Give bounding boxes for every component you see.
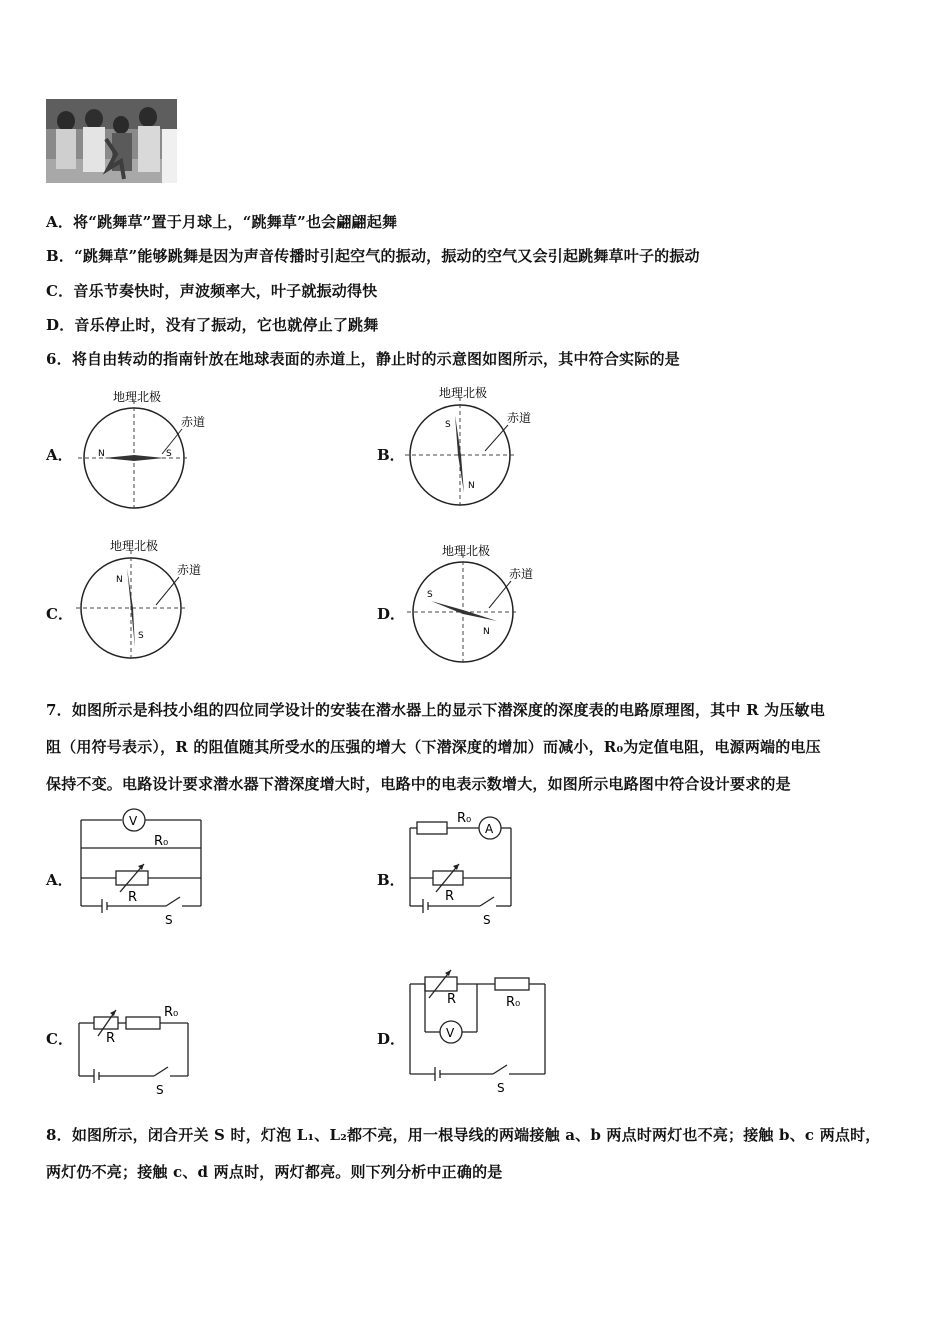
q7-stem-line-2: 阻（用符号表示），R 的阻值随其所受水的压强的增大（下潜深度的增加）而减小，R₀为定值电阻，电源两端的电压 <box>46 738 821 756</box>
svg-text:赤道: 赤道 <box>507 411 532 425</box>
dancing-grass-photo <box>46 99 177 183</box>
svg-text:赤道: 赤道 <box>177 563 202 577</box>
svg-text:R: R <box>445 889 455 904</box>
q5-option-c: C．音乐节奏快时，声波频率大，叶子就振动得快 <box>46 282 378 300</box>
q6-diagram-a <box>80 385 220 515</box>
q5-option-a: A．将“跳舞草”置于月球上，“跳舞草”也会翩翩起舞 <box>46 213 398 231</box>
svg-text:S: S <box>156 1083 164 1097</box>
svg-text:S: S <box>445 420 451 430</box>
svg-text:赤道: 赤道 <box>181 415 206 429</box>
q6-letter-a: A． <box>46 446 73 464</box>
q7-stem-line-3: 保持不变。电路设计要求潜水器下潜深度增大时，电路中的电表示数增大，如图所示电路图中符合设计要求的是 <box>46 775 791 793</box>
svg-text:R₀: R₀ <box>457 811 472 826</box>
q8-stem-line-2: 两灯仍不亮；接触 c、d 两点时，两灯都亮。则下列分析中正确的是 <box>46 1163 503 1181</box>
q6-diagram-d <box>409 542 549 672</box>
svg-text:N: N <box>98 449 105 459</box>
svg-text:赤道: 赤道 <box>509 567 534 581</box>
svg-text:A: A <box>485 822 494 836</box>
svg-text:S: S <box>427 590 433 600</box>
svg-text:地理北极: 地理北极 <box>439 386 488 400</box>
q5-option-d: D．音乐停止时，没有了振动，它也就停止了跳舞 <box>46 316 379 334</box>
svg-text:地理北极: 地理北极 <box>110 539 159 553</box>
q7-letter-d: D． <box>377 1030 406 1048</box>
svg-text:S: S <box>165 913 173 927</box>
q6-stem: 6．将自由转动的指南针放在地球表面的赤道上，静止时的示意图如图所示，其中符合实际的是 <box>46 350 680 368</box>
svg-text:S: S <box>483 913 491 927</box>
svg-text:R: R <box>128 890 138 905</box>
svg-text:N: N <box>483 627 490 637</box>
q8-stem-line-1: 8．如图所示，闭合开关 S 时，灯泡 L₁、L₂都不亮，用一根导线的两端接触 a、b 两点时两灯也不亮；接触 b、c 两点时， <box>46 1126 881 1144</box>
q7-letter-c: C． <box>46 1030 73 1048</box>
q7-circuit-c <box>76 1002 211 1102</box>
q6-diagram-b <box>405 383 545 513</box>
svg-text:N: N <box>468 481 475 491</box>
svg-text:S: S <box>138 631 144 641</box>
q6-letter-b: B． <box>377 446 405 464</box>
svg-text:R: R <box>106 1031 116 1046</box>
svg-text:地理北极: 地理北极 <box>442 544 491 558</box>
svg-text:V: V <box>446 1026 455 1040</box>
svg-text:地理北极: 地理北极 <box>113 390 162 404</box>
q7-circuit-a <box>76 808 211 930</box>
q6-letter-c: C． <box>46 605 73 623</box>
svg-text:S: S <box>497 1081 505 1095</box>
q7-letter-a: A． <box>46 871 73 889</box>
q6-letter-d: D． <box>377 605 406 623</box>
q6-diagram-c <box>78 537 218 667</box>
svg-text:R₀: R₀ <box>154 834 169 849</box>
svg-text:V: V <box>129 814 138 828</box>
svg-text:R₀: R₀ <box>506 995 521 1010</box>
q5-option-b: B．“跳舞草”能够跳舞是因为声音传播时引起空气的振动，振动的空气又会引起跳舞草叶子的振动 <box>46 247 700 265</box>
q7-letter-b: B． <box>377 871 405 889</box>
q7-stem-line-1: 7．如图所示是科技小组的四位同学设计的安装在潜水器上的显示下潜深度的深度表的电路原理图，其中 R 为压敏电 <box>46 701 825 719</box>
svg-text:N: N <box>116 575 123 585</box>
q7-circuit-d <box>405 966 550 1096</box>
q7-circuit-b <box>405 808 540 930</box>
svg-text:R: R <box>447 992 457 1007</box>
svg-text:S: S <box>166 449 172 459</box>
svg-text:R₀: R₀ <box>164 1005 179 1020</box>
